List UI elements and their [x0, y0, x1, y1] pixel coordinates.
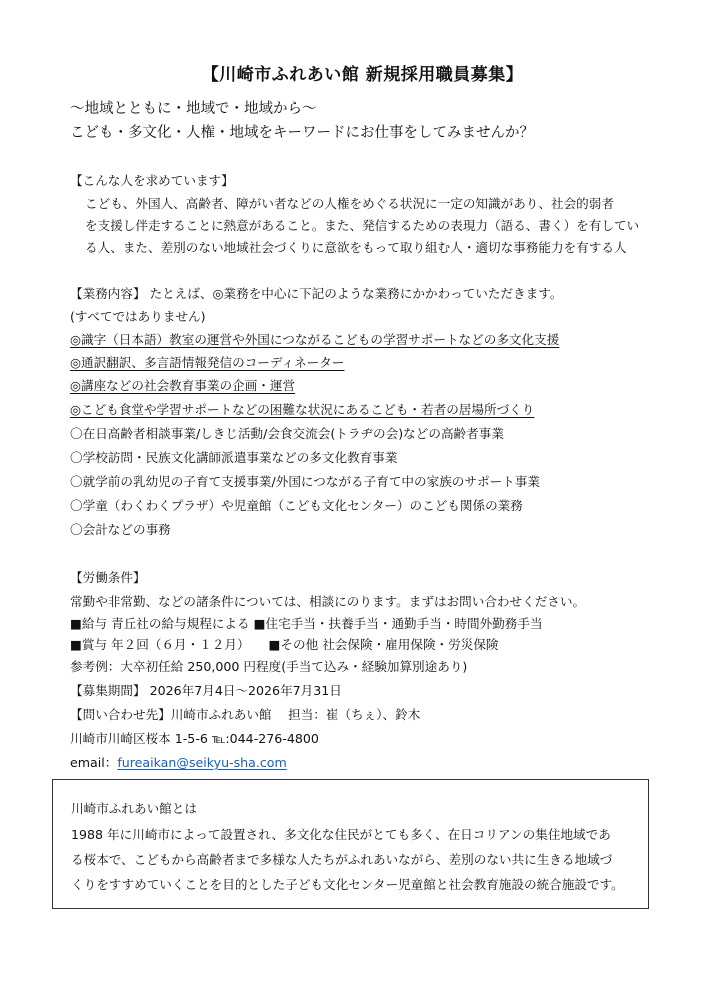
salary-line: ■給与 青丘社の給与規程による ■住宅手当・扶養手当・通勤手当・時間外勤務手当: [70, 616, 543, 631]
about-heading: 川崎市ふれあい館とは: [71, 801, 197, 816]
conditions-intro: 常勤や非常勤、などの諸条件については、相談にのります。まずはお問い合わせください。: [70, 594, 586, 609]
seeking-line: を支援し伴走することに熱意があること。また、発信するための表現力（語る、書く）を有してい: [85, 218, 640, 233]
about-line: くりをすすめていくことを目的とした子ども文化センター児童館と社会教育施設の統合施設です。: [71, 877, 624, 892]
lead-text: こども・多文化・人権・地域をキーワードにお仕事をしてみませんか？: [70, 125, 534, 141]
primary-duty: ◎講座などの社会教育事業の企画・運営: [70, 378, 296, 393]
secondary-duty: 〇学校訪問・民族文化講師派遣事業などの多文化教育事業: [70, 450, 398, 465]
secondary-duty: 〇在日高齢者相談事業/しきじ活動/会食交流会(トラヂの会)などの高齢者事業: [70, 426, 504, 441]
recruitment-period: 【募集期間】 2026年7月4日～2026年7月31日: [70, 683, 342, 698]
seeking-line: る人、また、差別のない地域社会づくりに意欲をもって取り組む人・適切な事務能力を有する人: [85, 240, 627, 255]
contact-info: 【問い合わせ先】川崎市ふれあい館 担当：崔（ちぇ）、鈴木: [70, 707, 421, 722]
primary-duty: ◎通訳翻訳、多言語情報発信のコーディネーター: [70, 355, 345, 370]
salary-example: 参考例：大卒初任給 250,000 円程度(手当て込み・経験加算別途あり): [70, 659, 468, 674]
email-link[interactable]: fureaikan@seikyu-sha.com: [117, 755, 287, 770]
secondary-duty: 〇学童（わくわくプラザ）や児童館（こども文化センター）のこども関係の業務: [70, 498, 523, 513]
secondary-duty: 〇会計などの事務: [70, 522, 171, 537]
page-title: 【川崎市ふれあい館 新規採用職員募集】: [201, 65, 524, 85]
tagline: ～地域とともに・地域で・地域から～: [70, 101, 317, 117]
about-line: 1988 年に川崎市によって設置され、多文化な住民がとても多く、在日コリアンの集住地域であ: [71, 827, 611, 842]
about-box: [52, 779, 649, 909]
email-row: [70, 752, 287, 771]
about-line: る桜本で、こどもから高齢者まで多様な人たちがふれあいながら、差別のない共に生きる地域づ: [71, 852, 613, 867]
bonus-line: ■賞与 年２回（６月・１２月） ■その他 社会保険・雇用保険・労災保険: [70, 637, 499, 652]
seeking-heading: 【こんな人を求めています】: [70, 173, 234, 188]
duties-note: (すべてではありません): [70, 309, 206, 324]
primary-duty: ◎識字（日本語）教室の運営や外国につながるこどもの学習サポートなどの多文化支援: [70, 332, 560, 347]
address: 川崎市川崎区桜本 1-5-6 ℡:044-276-4800: [70, 731, 319, 746]
seeking-line: こども、外国人、高齢者、障がい者などの人権をめぐる状況に一定の知識があり、社会的弱者: [85, 196, 614, 211]
secondary-duty: 〇就学前の乳幼児の子育て支援事業/外国につながる子育て中の家族のサポート事業: [70, 474, 540, 489]
email-label: email：: [70, 755, 118, 770]
primary-duty: ◎こども食堂や学習サポートなどの困難な状況にあるこども・若者の居場所づくり: [70, 402, 535, 417]
conditions-heading: 【労働条件】: [70, 570, 146, 585]
duties-heading: 【業務内容】 たとえば、◎業務を中心に下記のような業務にかかわっていただきます。: [70, 286, 563, 301]
